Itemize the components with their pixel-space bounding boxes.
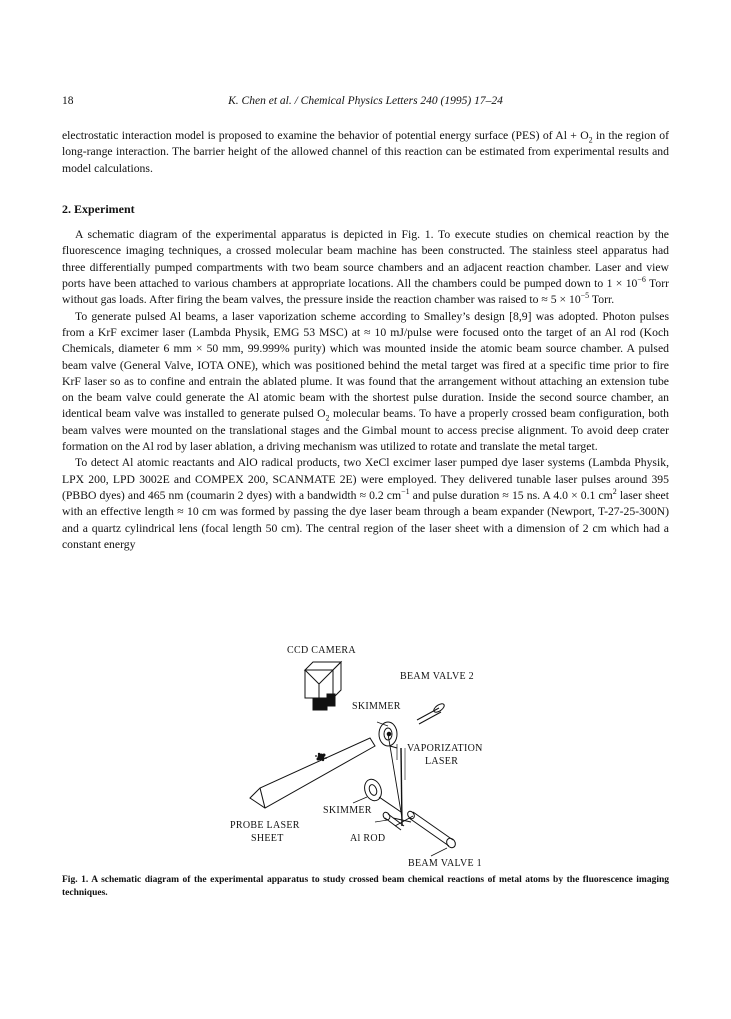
running-head: K. Chen et al. / Chemical Physics Letters 240 (1995) 17–24: [228, 95, 503, 107]
label-skimmer-top: SKIMMER: [352, 701, 401, 712]
label-vaporization: VAPORIZATION: [407, 743, 483, 754]
beam-valve-1-drawing: [406, 810, 457, 849]
paragraph-3: To detect Al atomic reactants and AlO radical products, two XeCl excimer laser pumped dye laser systems (Lambda Physik, LPX 200, LPD 3002E and COMPEX 200, SCANMATE 2E) were employed. They delivered tunable laser pulses around 395 (PBBO dyes) and 465 nm (coumarin 2 dyes) with a bandwidth ≈ 0.2 $cm^{-1}$ and pulse duration ≈ 15 ns. A 4.0 × 0.1 $cm^2$ laser sheet with an effective length ≈ 10 cm was formed by passing the dye laser beam through a beam expander (Newport, T-27-25-300N) and a quartz cylindrical lens (focal length 50 cm). The central region of the laser sheet with a dimension of 2 cm which had a constant energy: [62, 456, 669, 551]
figure-1: [225, 640, 525, 870]
paragraph-2: To generate pulsed Al beams, a laser vaporization scheme according to Smalley’s design [8,9] was adopted. Photon pulses from a KrF excimer laser (Lambda Physik, EMG 53 MSC) at ≈ 10 mJ/pulse were focused onto the target of an Al rod (Koch Chemicals, diameter 6 mm × 50 mm, 99.999% purity) which was mounted inside the atomic beam source chamber. A pulsed beam valve (General Valve, IOTA ONE), which was positioned behind the metal target was fired at a specific time prior to fire KrF laser so as to confine and entrain the ablated plume. It was found that the arrangement without attaching an extension tube on the beam valve could generate the Al atomic beam with the shortest pulse duration. Inside the second source chamber, an identical beam valve was installed to generate pulsed $O_2$ molecular beams. To have a properly crossed beam configuration, both beam valves were mounted on the translational stages and the Gimbal mount to access precise alignment. To avoid deep crater formation on the Al rod by laser ablation, a driving mechanism was utilized to rotate and translate the metal target.: [62, 309, 669, 454]
page-header: [62, 95, 669, 109]
figure-caption: Fig. 1. A schematic diagram of the experimental apparatus to study crossed beam chemical reactions of metal atoms by the fluorescence imaging techniques.: [62, 875, 669, 898]
label-sheet: SHEET: [251, 833, 284, 844]
paragraph-1: A schematic diagram of the experimental apparatus is depicted in Fig. 1. To execute studies on chemical reaction by the fluorescence imaging techniques, a crossed molecular beam machine has been constructed. The stainless steel apparatus had three differentially pumped compartments with two beam source chambers and an adjacent reaction chamber. Laser and view ports have been attached to various chambers at appropriate locations. All the chambers could be pumped down to $1 \times 10^{-6}$ Torr without gas loads. After firing the beam valves, the pressure inside the reaction chamber was raised to ≈ $5 \times 10^{-5}$ Torr.: [62, 228, 669, 307]
body-text: [62, 128, 669, 553]
label-al-rod: Al ROD: [350, 833, 386, 844]
intro-paragraph: electrostatic interaction model is proposed to examine the behavior of potential energy surface (PES) of $Al + O_2$ in the region of long-range interaction. The barrier height of the allowed channel of this reaction can be estimated from experimental results and model calculations.: [62, 129, 669, 175]
ccd-camera-drawing: [305, 662, 341, 710]
label-beam-valve-2: BEAM VALVE 2: [400, 671, 474, 682]
vaporization-laser-drawing: [401, 748, 402, 826]
label-probe-laser: PROBE LASER: [230, 820, 300, 831]
probe-laser-sheet-drawing: [250, 738, 375, 808]
label-laser: LASER: [425, 756, 459, 767]
page-number: 18: [62, 95, 74, 107]
label-skimmer-bottom: SKIMMER: [323, 805, 372, 816]
label-beam-valve-1: BEAM VALVE 1: [408, 858, 482, 869]
label-ccd-camera: CCD CAMERA: [287, 645, 356, 656]
section-heading: 2. Experiment: [62, 201, 135, 216]
